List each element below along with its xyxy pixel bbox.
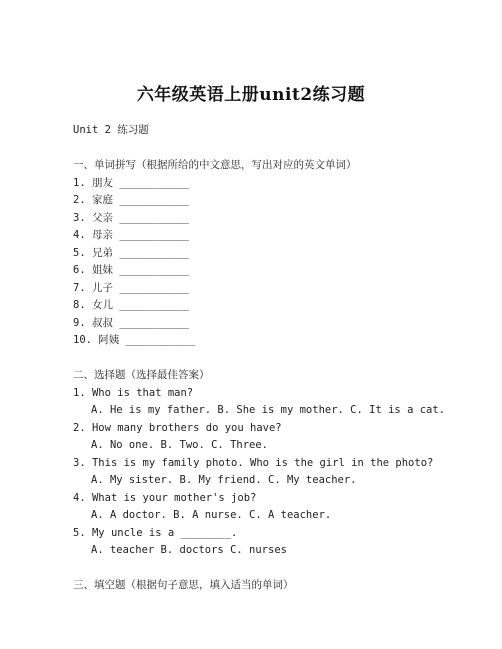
spacer [73,560,493,578]
answer-blank: ___________ [125,334,196,346]
vocab-item [73,262,493,280]
document-body [73,122,493,595]
vocab-item [73,175,493,193]
vocab-item [73,192,493,210]
item-word: 家庭 [91,194,113,206]
question-options: A. He is my father. B. She is my mother. C. It is a cat. [91,404,446,416]
question-body: What is your mother's job? [91,491,257,504]
item-number: 3. [73,211,86,224]
answer-blank: ___________ [119,264,189,276]
question-text [73,455,493,473]
document-title: 六年级英语上册unit2练习题 [136,85,366,105]
question-text [73,490,493,508]
question-body: Who is that man? [91,386,194,399]
question-options: A. No one. B. Two. C. Three. [91,439,269,451]
answer-blank: ___________ [119,229,189,241]
item-number: 2. [73,194,86,206]
question-text [73,420,493,438]
question-number: 3. [73,456,86,469]
item-word: 儿子 [91,281,113,294]
question-body: My uncle is a ________. [91,526,238,539]
question-number: 1. [73,386,86,399]
spacer [73,140,493,158]
vocab-item [73,245,493,263]
question-options: A. My sister. B. My friend. C. My teacher. [91,474,357,486]
vocab-item [73,315,493,333]
item-number: 5. [73,246,86,259]
item-number: 7. [73,281,86,294]
item-word: 兄弟 [91,246,113,259]
spacer [73,350,493,368]
vocab-item [73,332,493,350]
question-text [73,385,493,403]
answer-blank: ___________ [119,194,189,206]
item-word: 母亲 [91,229,113,241]
section3-heading: 三、填空题（根据句子意思，填入适当的单词） [73,579,294,591]
vocab-item [73,227,493,245]
section1-heading: 一、单词拼写（根据所给的中文意思，写出对应的英文单词） [73,159,357,171]
item-number: 10. [73,334,92,346]
answer-blank: ___________ [119,211,189,224]
answer-blank: ___________ [119,299,189,311]
question-body: How many brothers do you have? [91,421,282,434]
item-number: 9. [73,316,86,329]
item-word: 父亲 [91,211,113,224]
vocab-item [73,297,493,315]
item-number: 1. [73,176,86,189]
item-word: 姐妹 [91,264,113,276]
question-number: 2. [73,421,86,434]
item-number: 8. [73,299,86,311]
item-word: 叔叔 [91,316,113,329]
question-options: A. teacher B. doctors C. nurses [91,544,287,556]
vocab-item [73,210,493,228]
question-number: 5. [73,526,86,539]
answer-blank: ___________ [119,176,189,189]
question-number: 4. [73,491,86,504]
item-number: 6. [73,264,86,276]
item-word: 阿姨 [98,334,120,346]
question-text [73,525,493,543]
question-options: A. A doctor. B. A nurse. C. A teacher. [91,509,332,521]
item-number: 4. [73,229,86,241]
question-body: This is my family photo. Who is the girl in the photo? [91,456,434,469]
answer-blank: ___________ [119,246,189,259]
answer-blank: ___________ [119,281,189,294]
item-word: 朋友 [91,176,113,189]
vocab-item [73,280,493,298]
item-word: 女儿 [91,299,113,311]
answer-blank: ___________ [119,316,189,329]
document-subtitle: Unit 2 练习题 [73,124,149,136]
section2-heading: 二、选择题（选择最佳答案） [73,369,210,381]
